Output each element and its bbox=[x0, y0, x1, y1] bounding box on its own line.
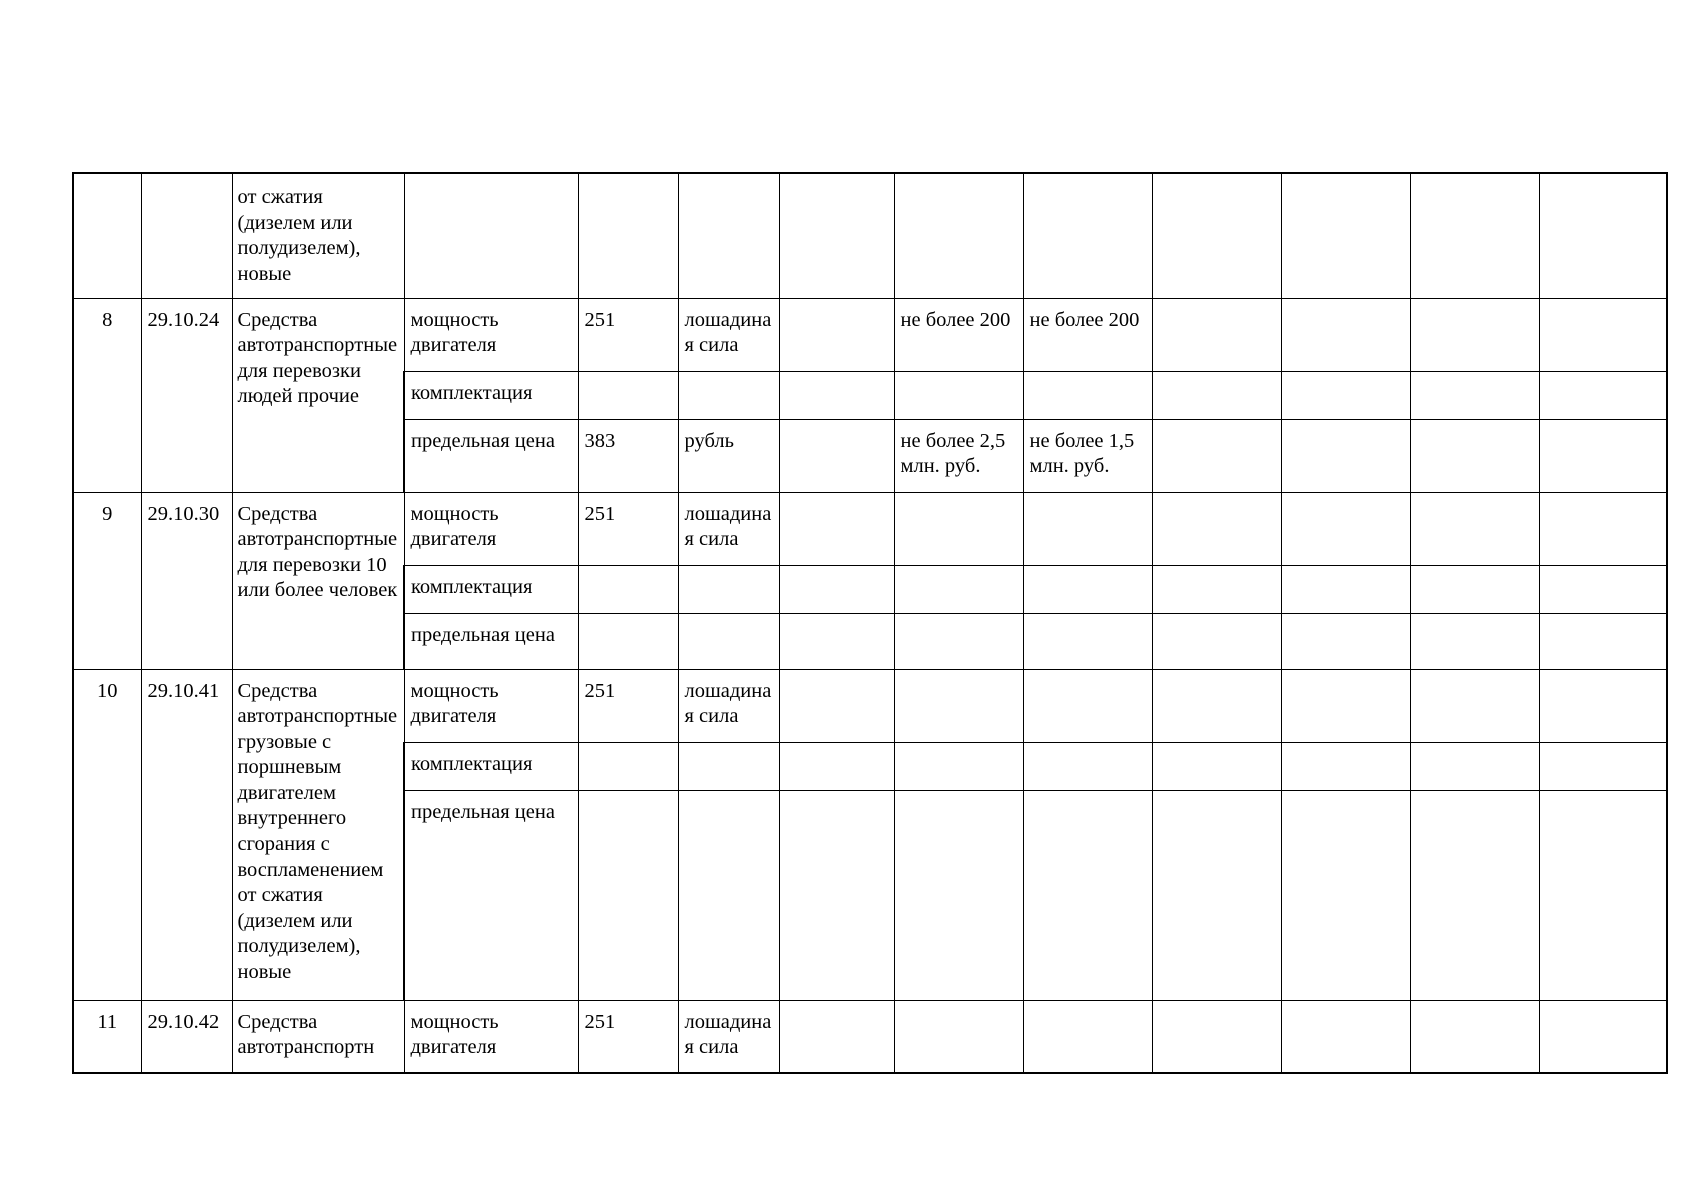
value-cell bbox=[779, 790, 894, 1000]
unit-name bbox=[678, 565, 779, 613]
table-body bbox=[73, 173, 1667, 1073]
empty-cell bbox=[1410, 298, 1539, 371]
unit-name bbox=[678, 742, 779, 790]
empty-cell bbox=[1539, 565, 1667, 613]
empty-cell bbox=[1281, 492, 1410, 565]
value-cell bbox=[894, 1000, 1023, 1073]
okei-code bbox=[578, 173, 678, 298]
value-cell bbox=[779, 742, 894, 790]
value-cell bbox=[894, 492, 1023, 565]
item-description: от сжатия (дизелем или полудизелем), новые bbox=[232, 173, 404, 298]
value-cell bbox=[1023, 669, 1152, 742]
empty-cell bbox=[1410, 742, 1539, 790]
empty-cell bbox=[1410, 669, 1539, 742]
unit-name bbox=[678, 173, 779, 298]
value-cell bbox=[1023, 371, 1152, 419]
empty-cell bbox=[1539, 419, 1667, 492]
value-cell bbox=[779, 419, 894, 492]
empty-cell bbox=[1152, 669, 1281, 742]
table-row bbox=[73, 669, 1667, 742]
unit-name bbox=[678, 790, 779, 1000]
value-cell bbox=[1023, 565, 1152, 613]
value-cell bbox=[779, 613, 894, 669]
value-cell: не более 2,5 млн. руб. bbox=[894, 419, 1023, 492]
unit-name: лошадиная сила bbox=[678, 1000, 779, 1073]
okei-code: 251 bbox=[578, 492, 678, 565]
characteristic-name: предельная цена bbox=[404, 790, 578, 1000]
empty-cell bbox=[1152, 1000, 1281, 1073]
characteristic-name: предельная цена bbox=[404, 419, 578, 492]
value-cell bbox=[779, 669, 894, 742]
characteristic-name: предельная цена bbox=[404, 613, 578, 669]
empty-cell bbox=[1152, 565, 1281, 613]
empty-cell bbox=[1410, 419, 1539, 492]
okei-code bbox=[578, 371, 678, 419]
characteristic-name: мощность двигателя bbox=[404, 669, 578, 742]
value-cell bbox=[894, 173, 1023, 298]
value-cell bbox=[779, 173, 894, 298]
value-cell bbox=[779, 565, 894, 613]
empty-cell bbox=[1281, 790, 1410, 1000]
item-description: Средства автотранспортные для перевозки людей прочие bbox=[232, 298, 404, 492]
value-cell bbox=[1023, 173, 1152, 298]
okei-code bbox=[578, 613, 678, 669]
requirements-table bbox=[72, 172, 1668, 1074]
empty-cell bbox=[1152, 419, 1281, 492]
okpd-code bbox=[141, 173, 232, 298]
empty-cell bbox=[1281, 419, 1410, 492]
empty-cell bbox=[1281, 298, 1410, 371]
row-number: 10 bbox=[73, 669, 141, 1000]
empty-cell bbox=[1539, 1000, 1667, 1073]
value-cell bbox=[779, 298, 894, 371]
empty-cell bbox=[1152, 173, 1281, 298]
empty-cell bbox=[1281, 371, 1410, 419]
item-description: Средства автотранспортн bbox=[232, 1000, 404, 1073]
value-cell bbox=[894, 613, 1023, 669]
okpd-code: 29.10.24 bbox=[141, 298, 232, 492]
characteristic-name: комплектация bbox=[404, 742, 578, 790]
value-cell bbox=[1023, 492, 1152, 565]
value-cell bbox=[1023, 1000, 1152, 1073]
row-number: 9 bbox=[73, 492, 141, 669]
empty-cell bbox=[1539, 173, 1667, 298]
table-row bbox=[73, 298, 1667, 371]
characteristic-name: комплектация bbox=[404, 565, 578, 613]
table-row bbox=[73, 1000, 1667, 1073]
value-cell: не более 200 bbox=[894, 298, 1023, 371]
unit-name bbox=[678, 613, 779, 669]
row-number: 11 bbox=[73, 1000, 141, 1073]
value-cell: не более 1,5 млн. руб. bbox=[1023, 419, 1152, 492]
okpd-code: 29.10.30 bbox=[141, 492, 232, 669]
empty-cell bbox=[1152, 613, 1281, 669]
value-cell bbox=[894, 742, 1023, 790]
empty-cell bbox=[1539, 669, 1667, 742]
unit-name: лошадиная сила bbox=[678, 298, 779, 371]
characteristic-name bbox=[404, 173, 578, 298]
empty-cell bbox=[1152, 790, 1281, 1000]
characteristic-name: мощность двигателя bbox=[404, 1000, 578, 1073]
table-row bbox=[73, 492, 1667, 565]
value-cell bbox=[894, 371, 1023, 419]
item-description: Средства автотранспортные грузовые с поршневым двигателем внутреннего сгорания с воспламенением от сжатия (дизелем или полудизелем), новые bbox=[232, 669, 404, 1000]
empty-cell bbox=[1539, 790, 1667, 1000]
empty-cell bbox=[1410, 173, 1539, 298]
empty-cell bbox=[1281, 565, 1410, 613]
value-cell bbox=[1023, 790, 1152, 1000]
empty-cell bbox=[1281, 173, 1410, 298]
value-cell bbox=[894, 565, 1023, 613]
empty-cell bbox=[1410, 565, 1539, 613]
empty-cell bbox=[1539, 371, 1667, 419]
value-cell bbox=[1023, 742, 1152, 790]
okei-code bbox=[578, 565, 678, 613]
empty-cell bbox=[1539, 613, 1667, 669]
empty-cell bbox=[1410, 790, 1539, 1000]
value-cell bbox=[894, 669, 1023, 742]
empty-cell bbox=[1281, 613, 1410, 669]
empty-cell bbox=[1152, 742, 1281, 790]
okei-code bbox=[578, 790, 678, 1000]
row-number bbox=[73, 173, 141, 298]
empty-cell bbox=[1410, 492, 1539, 565]
empty-cell bbox=[1281, 742, 1410, 790]
okpd-code: 29.10.41 bbox=[141, 669, 232, 1000]
empty-cell bbox=[1410, 371, 1539, 419]
empty-cell bbox=[1152, 298, 1281, 371]
empty-cell bbox=[1281, 669, 1410, 742]
empty-cell bbox=[1539, 492, 1667, 565]
characteristic-name: комплектация bbox=[404, 371, 578, 419]
item-description: Средства автотранспортные для перевозки 10 или более человек bbox=[232, 492, 404, 669]
empty-cell bbox=[1539, 298, 1667, 371]
table-row bbox=[73, 173, 1667, 298]
unit-name bbox=[678, 371, 779, 419]
okei-code bbox=[578, 742, 678, 790]
okei-code: 251 bbox=[578, 669, 678, 742]
value-cell: не более 200 bbox=[1023, 298, 1152, 371]
okei-code: 251 bbox=[578, 298, 678, 371]
value-cell bbox=[779, 371, 894, 419]
row-number: 8 bbox=[73, 298, 141, 492]
characteristic-name: мощность двигателя bbox=[404, 298, 578, 371]
empty-cell bbox=[1281, 1000, 1410, 1073]
okei-code: 383 bbox=[578, 419, 678, 492]
unit-name: лошадиная сила bbox=[678, 492, 779, 565]
unit-name: рубль bbox=[678, 419, 779, 492]
okei-code: 251 bbox=[578, 1000, 678, 1073]
empty-cell bbox=[1539, 742, 1667, 790]
empty-cell bbox=[1410, 613, 1539, 669]
unit-name: лошадиная сила bbox=[678, 669, 779, 742]
empty-cell bbox=[1152, 492, 1281, 565]
empty-cell bbox=[1410, 1000, 1539, 1073]
characteristic-name: мощность двигателя bbox=[404, 492, 578, 565]
empty-cell bbox=[1152, 371, 1281, 419]
okpd-code: 29.10.42 bbox=[141, 1000, 232, 1073]
value-cell bbox=[779, 1000, 894, 1073]
value-cell bbox=[1023, 613, 1152, 669]
value-cell bbox=[779, 492, 894, 565]
value-cell bbox=[894, 790, 1023, 1000]
